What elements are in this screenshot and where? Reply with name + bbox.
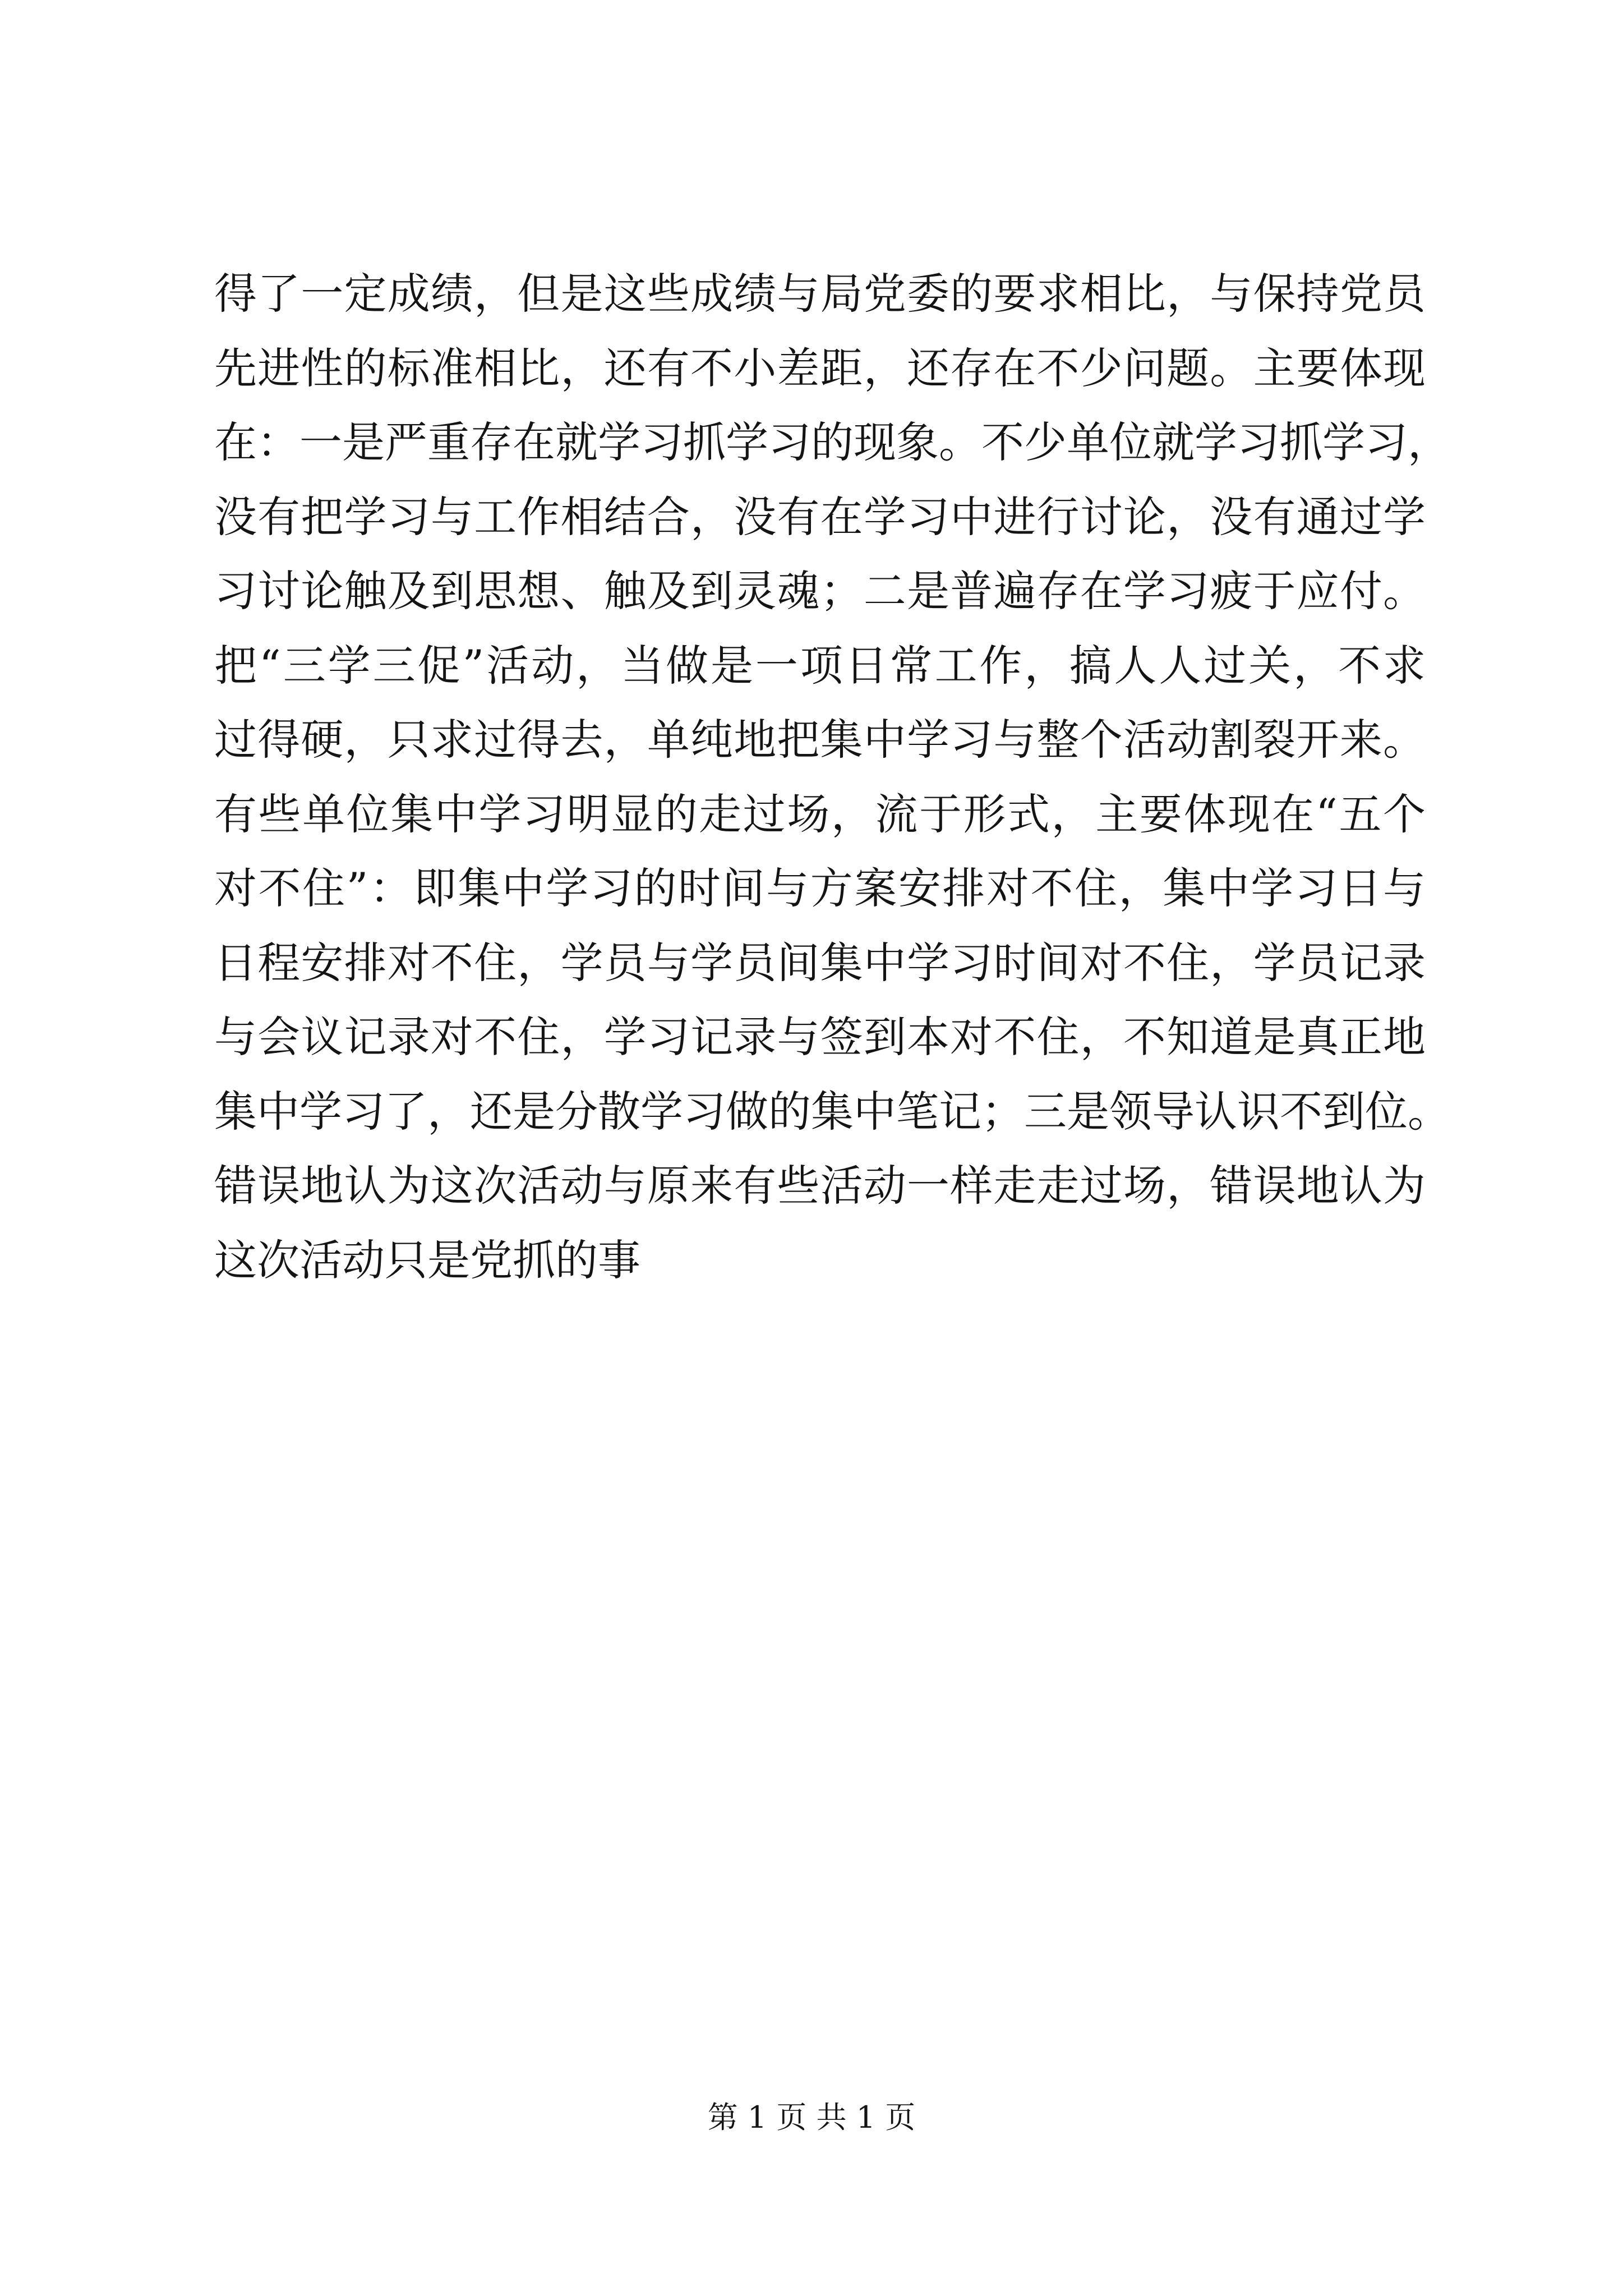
text-line: 在：一是严重存在就学习抓学习的现象。不少单位就学习抓学习， — [214, 417, 1450, 467]
text-line: 把“三学三促”活动，当做是一项日常工作，搞人人过关，不求 — [214, 640, 1426, 691]
text-line: 得了一定成绩，但是这些成绩与局党委的要求相比，与保持党员 — [214, 269, 1426, 319]
text-line: 日程安排对不住，学员与学员间集中学习时间对不住，学员记录 — [214, 937, 1426, 988]
text-line: 集中学习了，还是分散学习做的集中笔记；三是领导认识不到位。 — [214, 1086, 1450, 1137]
text-line: 没有把学习与工作相结合，没有在学习中进行讨论，没有通过学 — [214, 491, 1426, 542]
body-paragraph — [214, 257, 1450, 1297]
text-line: 错误地认为这次活动与原来有些活动一样走走过场，错误地认为 — [214, 1161, 1426, 1211]
text-line: 对不住”：即集中学习的时间与方案安排对不住，集中学习日与 — [214, 863, 1426, 913]
text-line: 先进性的标准相比，还有不小差距，还存在不少问题。主要体现 — [214, 343, 1426, 393]
text-line: 习讨论触及到思想、触及到灵魂；二是普遍存在学习疲于应付。 — [214, 566, 1426, 616]
text-line: 过得硬，只求过得去，单纯地把集中学习与整个活动割裂开来。 — [214, 715, 1426, 765]
text-line-last: 这次活动只是党抓的事 — [214, 1235, 640, 1285]
page-number-footer: 第 1 页 共 1 页 — [707, 2100, 916, 2135]
text-line: 有些单位集中学习明显的走过场，流于形式，主要体现在“五个 — [214, 789, 1426, 839]
text-line: 与会议记录对不住，学习记录与签到本对不住，不知道是真正地 — [214, 1012, 1426, 1062]
